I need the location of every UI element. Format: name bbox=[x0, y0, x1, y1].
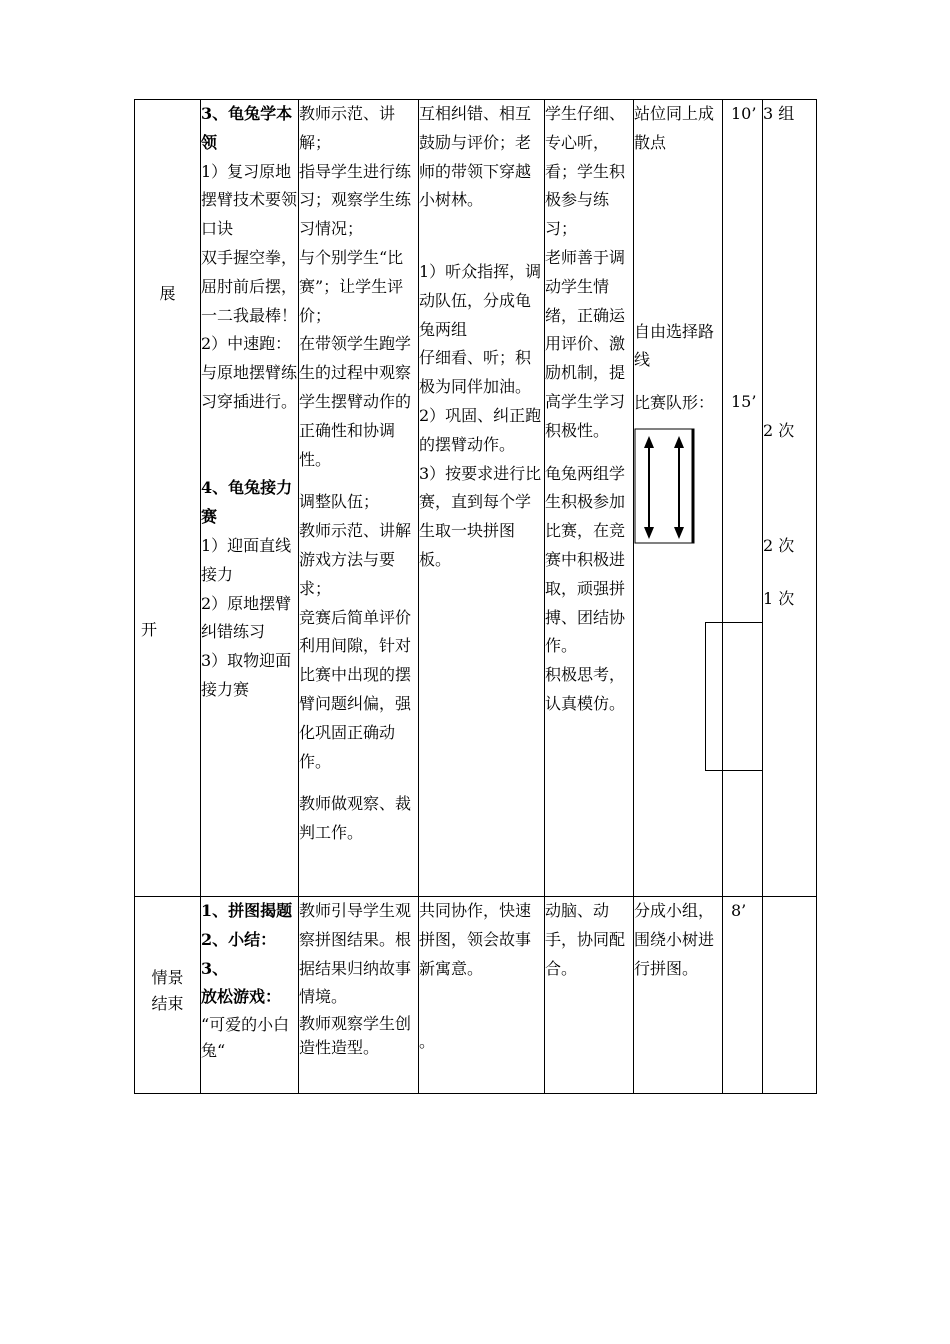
teacher-text: 教师做观察、裁判工作。 bbox=[299, 794, 412, 843]
section-heading: 2、小结： bbox=[201, 929, 277, 949]
interaction-text: 共同协作，快速拼图，领会故事新寓意。 bbox=[419, 901, 532, 978]
interaction-text: 1）听众指挥，调动队伍，分成龟兔两组 bbox=[419, 261, 542, 339]
content-line: 双手握空拳，屈肘前后摆，一二我最棒！ bbox=[201, 247, 298, 325]
table-row bbox=[135, 897, 817, 1094]
student-text: 积极思考，认真模仿。 bbox=[545, 665, 626, 713]
teacher-text: 教师示范、讲解； bbox=[299, 104, 396, 152]
overlay-box bbox=[705, 622, 763, 771]
stage-cell bbox=[135, 897, 201, 1094]
stage-label: 情景结束 bbox=[151, 968, 184, 1013]
section-heading: 1、拼图揭题 bbox=[201, 901, 293, 920]
count-cell bbox=[763, 100, 817, 897]
count-value: 2 次 bbox=[763, 420, 795, 440]
content-line: 2）原地摆臂纠错练习 bbox=[201, 593, 292, 642]
time-cell bbox=[723, 100, 763, 897]
student-text: 老师善于调动学生情绪，正确运用评价、激励机制，提高学生学习积极性。 bbox=[545, 247, 626, 440]
interaction-text: 3）按要求进行比赛，直到每个学生取一块拼图板。 bbox=[419, 463, 542, 569]
race-formation-diagram bbox=[634, 428, 698, 548]
stage-label-top: 展 bbox=[159, 284, 176, 303]
count-value: 3 组 bbox=[763, 104, 795, 123]
formation-text: 比赛队形： bbox=[634, 393, 715, 413]
content-line: 1）迎面直线接力 bbox=[201, 535, 292, 584]
arrow-icon bbox=[644, 436, 654, 539]
section-heading: 放松游戏： bbox=[201, 987, 282, 1007]
formation-text: 站位同上成散点 bbox=[634, 104, 715, 152]
teacher-text: 在带领学生跑学生的过程中观察学生摆臂动作的正确性和协调性。 bbox=[299, 334, 412, 469]
teacher-cell bbox=[299, 100, 419, 897]
time-value: 15’ bbox=[731, 391, 757, 411]
student-text: 动脑、动手，协同配合。 bbox=[545, 901, 626, 978]
student-cell bbox=[545, 897, 634, 1094]
stage-cell bbox=[135, 100, 201, 897]
content-line: 1）复习原地摆臂技术要领口诀 bbox=[201, 161, 298, 239]
teacher-text: 指导学生进行练习；观察学生练习情况； bbox=[299, 161, 412, 239]
interaction-cell bbox=[419, 100, 545, 897]
lesson-plan-table bbox=[134, 99, 817, 1094]
stage-label-bottom: 开 bbox=[141, 620, 158, 639]
content-line: 3）取物迎面接力赛 bbox=[201, 651, 292, 699]
section-heading: 4、龟兔接力赛 bbox=[201, 478, 293, 527]
student-text: 学生仔细、专心听，看；学生积极参与练习； bbox=[545, 104, 626, 239]
interaction-text: 互相纠错、相互鼓励与评价；老师的带领下穿越小树林。 bbox=[419, 104, 532, 210]
count-cell bbox=[763, 897, 817, 1094]
teacher-cell bbox=[299, 897, 419, 1094]
formation-text: 自由选择路线 bbox=[634, 321, 715, 370]
content-cell bbox=[201, 100, 299, 897]
table-row bbox=[135, 100, 817, 897]
teacher-text: 与个别学生“比赛”；让学生评价； bbox=[299, 247, 404, 325]
formation-cell bbox=[634, 100, 723, 897]
teacher-text: 教师观察学生创造性造型。 bbox=[299, 1014, 412, 1058]
time-value: 10’ bbox=[731, 104, 757, 123]
arrow-icon bbox=[674, 436, 684, 539]
count-value: 1 次 bbox=[763, 589, 795, 609]
content-line: 2）中速跑：与原地摆臂练习穿插进行。 bbox=[201, 334, 298, 411]
teacher-text: 利用间隙，针对比赛中出现的摆臂问题纠偏，强化巩固正确动作。 bbox=[299, 636, 412, 771]
section-heading: 3、龟兔学本领 bbox=[201, 104, 293, 152]
time-value: 8’ bbox=[731, 901, 747, 920]
teacher-text: 调整队伍； bbox=[299, 492, 380, 512]
time-cell bbox=[723, 897, 763, 1094]
section-heading: 3、 bbox=[201, 958, 229, 978]
student-text: 龟兔两组学生积极参加比赛，在竞赛中积极进取，顽强拼搏、团结协作。 bbox=[545, 463, 626, 656]
interaction-cell bbox=[419, 897, 545, 1094]
count-value: 2 次 bbox=[763, 535, 795, 555]
interaction-text: 。 bbox=[419, 1032, 436, 1052]
interaction-text: 仔细看、听；积极为同伴加油。 bbox=[419, 348, 532, 397]
teacher-text: 竞赛后简单评价 bbox=[299, 607, 412, 627]
teacher-text: 教师引导学生观察拼图结果。根据结果归纳故事情境。 bbox=[299, 901, 412, 1007]
formation-cell bbox=[634, 897, 723, 1094]
formation-text: 分成小组，围绕小树进行拼图。 bbox=[634, 901, 715, 978]
teacher-text: 教师示范、讲解游戏方法与要求； bbox=[299, 521, 412, 598]
interaction-text: 2）巩固、纠正跑的摆臂动作。 bbox=[419, 405, 542, 454]
content-cell bbox=[201, 897, 299, 1094]
content-line: “可爱的小白兔“ bbox=[201, 1015, 290, 1061]
student-cell bbox=[545, 100, 634, 897]
